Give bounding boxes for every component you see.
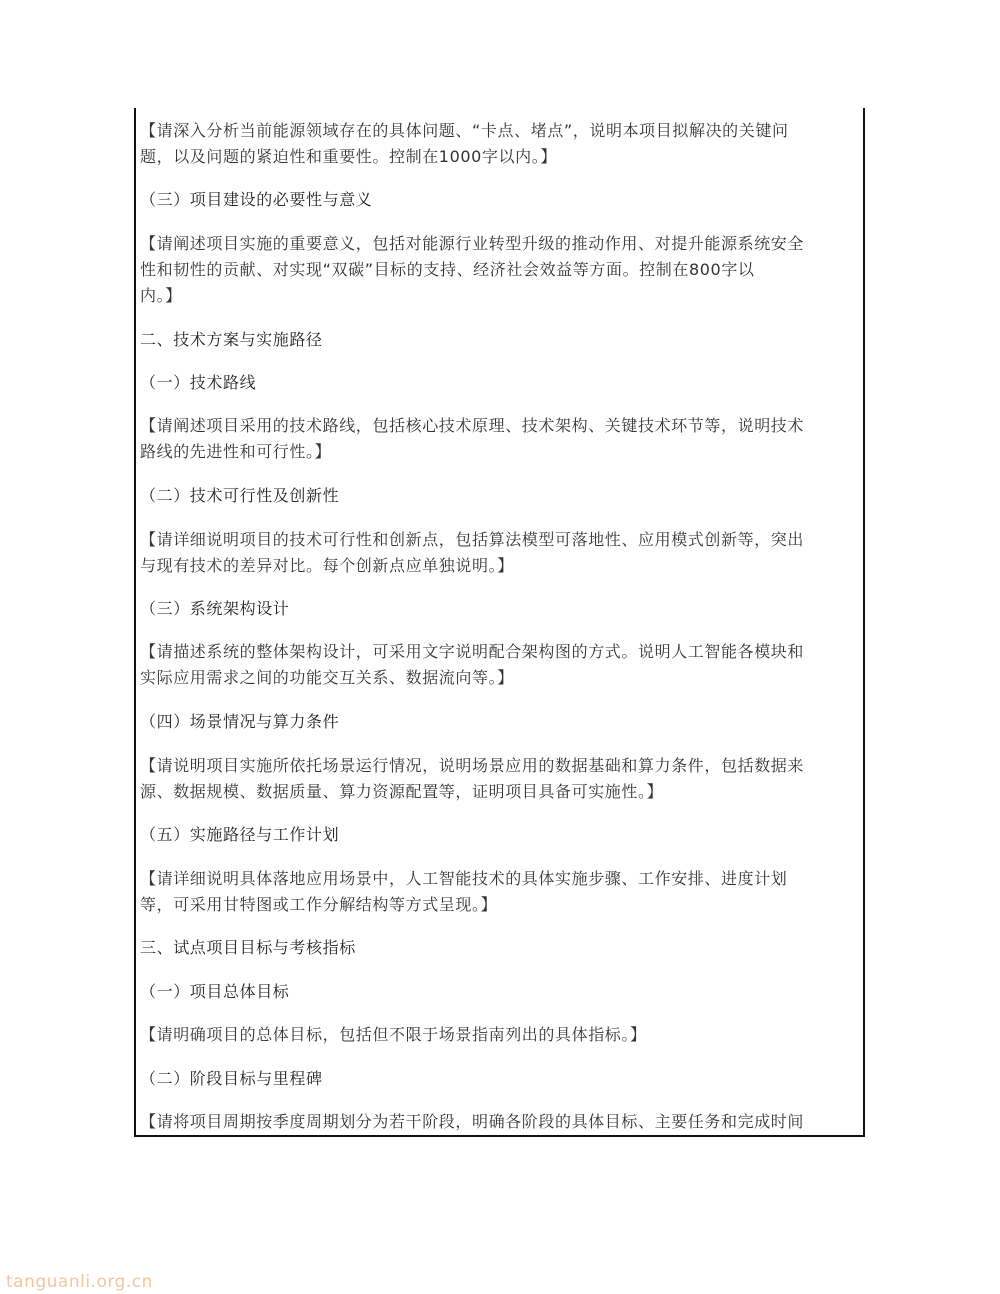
section-heading: （五）实施路径与工作计划 [140, 825, 340, 844]
section-heading: （二）阶段目标与里程碑 [140, 1069, 323, 1088]
section-heading: （三）项目建设的必要性与意义 [140, 190, 373, 209]
instruction-text-line: 源、数据规模、数据质量、算力资源配置等，证明项目具备可实施性。】 [140, 782, 664, 801]
section-heading: （一）技术路线 [140, 373, 257, 392]
section-heading: （一）项目总体目标 [140, 982, 290, 1001]
chapter-heading: 二、技术方案与实施路径 [140, 330, 323, 349]
instruction-text-line: 题，以及问题的紧迫性和重要性。控制在1000字以内。】 [140, 147, 557, 166]
chapter-heading: 三、试点项目目标与考核指标 [140, 938, 356, 957]
instruction-text-line: 【请深入分析当前能源领域存在的具体问题、“卡点、堵点”，说明本项目拟解决的关键问 [140, 121, 789, 140]
instruction-text-line: 【请阐述项目采用的技术路线，包括核心技术原理、技术架构、关键技术环节等，说明技术 [140, 416, 805, 435]
instruction-text-line: 【请将项目周期按季度周期划分为若干阶段，明确各阶段的具体目标、主要任务和完成时间 [140, 1112, 805, 1131]
section-heading: （二）技术可行性及创新性 [140, 486, 340, 505]
instruction-text-line: 与现有技术的差异对比。每个创新点应单独说明。】 [140, 556, 514, 575]
instruction-text-line: 实际应用需求之间的功能交互关系、数据流向等。】 [140, 668, 514, 687]
section-heading: （四）场景情况与算力条件 [140, 712, 340, 731]
instruction-text-line: 【请阐述项目实施的重要意义，包括对能源行业转型升级的推动作用、对提升能源系统安全 [140, 234, 805, 253]
instruction-text-line: 【请说明项目实施所依托场景运行情况，说明场景应用的数据基础和算力条件，包括数据来 [140, 756, 805, 775]
instruction-text-line: 等，可采用甘特图或工作分解结构等方式呈现。】 [140, 895, 498, 914]
instruction-text-line: 路线的先进性和可行性。】 [140, 442, 332, 461]
section-heading: （三）系统架构设计 [140, 599, 290, 618]
site-watermark: tanguanli.org.cn [6, 1272, 153, 1292]
instruction-text-line: 内。】 [140, 286, 182, 305]
instruction-text-line: 【请详细说明项目的技术可行性和创新点，包括算法模型可落地性、应用模式创新等，突出 [140, 530, 805, 549]
instruction-text-line: 【请详细说明具体落地应用场景中，人工智能技术的具体实施步骤、工作安排、进度计划 [140, 869, 788, 888]
instruction-text-line: 【请描述系统的整体架构设计，可采用文字说明配合架构图的方式。说明人工智能各模块和 [140, 642, 805, 661]
instruction-text-line: 性和韧性的贡献、对实现“双碳”目标的支持、经济社会效益等方面。控制在800字以 [140, 260, 755, 279]
instruction-text-line: 【请明确项目的总体目标，包括但不限于场景指南列出的具体指标。】 [140, 1025, 647, 1044]
